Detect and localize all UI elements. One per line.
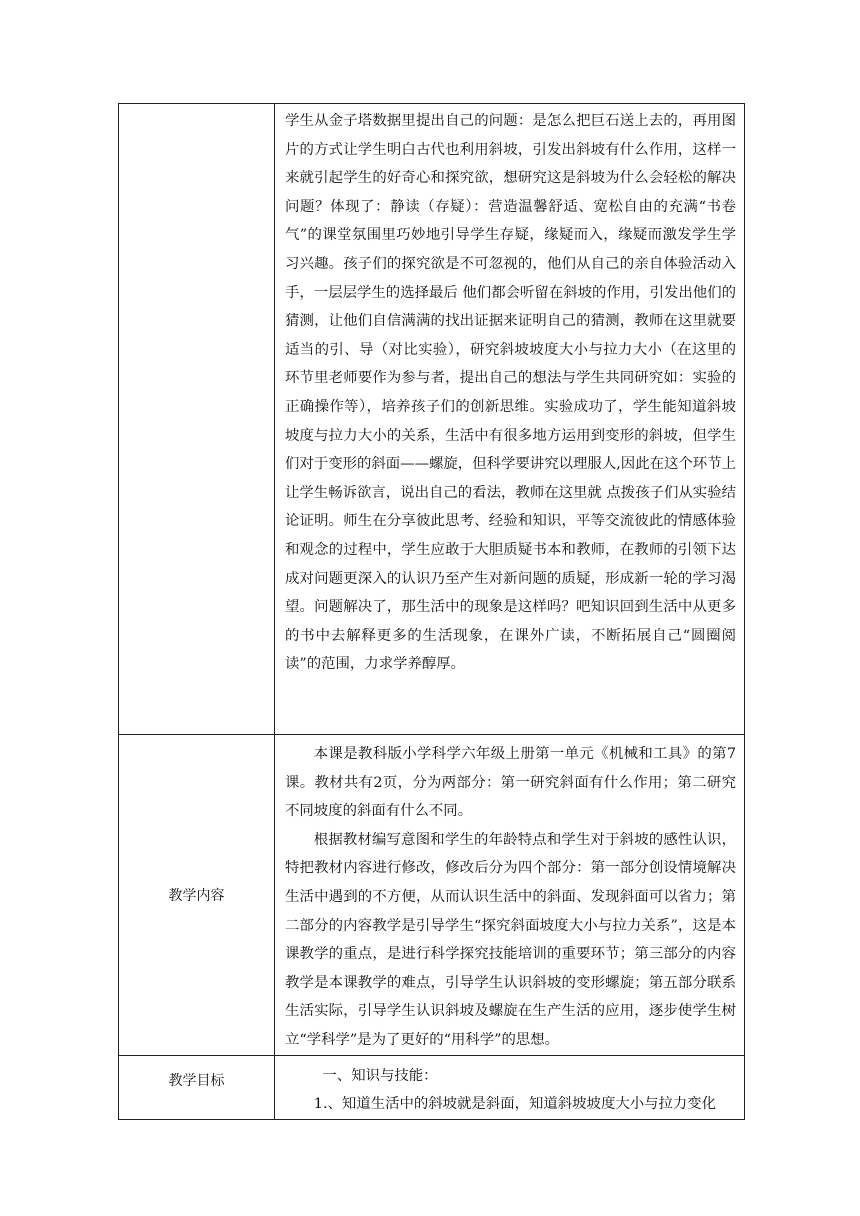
design-rationale-cell: [275, 104, 745, 735]
paragraph: 本课是教科版小学科学六年级上册第一单元《机械和工具》的第7课。教材共有2页，分为两部分：第一研究斜面有什么作用；第二研究不同坡度的斜面有什么不同。: [285, 746, 736, 820]
teaching-goals-cell: [275, 1055, 745, 1119]
paragraph: 学生从金子塔数据里提出自己的问题：是怎么把巨石送上去的，再用图片的方式让学生明白古代也利用斜坡，引发出斜坡有什么作用，这样一来就引起学生的好奇心和探究欲，想研究这是斜坡为什么会轻松的解决问题？体现了：静读（存疑）：营造温馨舒适、宽松自由的充满“书卷气”的课堂氛围里巧妙地引导学生存疑，缘疑而入，缘疑而激发学生学习兴趣。孩子们的探究欲是不可忽视的，他们从自己的亲自体验活动入手，一层层学生的选择最后 他们都会听留在斜坡的作用，引发出他们的猜测，让他们自信满满的找出证据来证明自己的猜测，教师在这里就要适当的引、导（对比实验），研究斜坡坡度大小与拉力大小（在这里的环节里老师要作为参与者，提出自己的想法与学生共同研究如：实验的正确操作等），培养孩子们的创新思维。实验成功了，学生能知道斜坡坡度与拉力大小的关系，生活中有很多地方运用到变形的斜坡，但学生们对于变形的斜面——螺旋，但科学要讲究以理服人,因此在这个环节上让学生畅诉欲言，说出自己的看法，教师在这里就 点拨孩子们从实验结论证明。师生在分享彼此思考、经验和知识，平等交流彼此的情感体验和观念的过程中，学生应敢于大胆质疑书本和教师，在教师的引领下达成对问题更深入的认识乃至产生对新问题的质疑，形成新一轮的学习渴望。问题解决了，那生活中的现象是这样吗？吧知识回到生活中从更多的书中去解释更多的生活现象，在课外广读，不断拓展自己“圆圈阅读”的范围，力求学养醇厚。: [285, 113, 736, 673]
paragraph: 1.、知道生活中的斜坡就是斜面，知道斜坡坡度大小与拉力变化: [313, 1096, 717, 1113]
paragraph: 根据教材编写意图和学生的年龄特点和学生对于斜坡的感性认识，特把教材内容进行修改，修改后分为四个部分：第一部分创设情境解决生活中遇到的不方便，从而认识生活中的斜面、发现斜面可以省力；第二部分的内容教学是引导学生“探究斜面坡度大小与拉力关系”，这是本课教学的重点，是进行科学探究技能培训的重要环节；第三部分的内容教学是本课教学的难点，引导学生认识斜坡的变形螺旋；第五部分联系生活实际，引导学生认识斜坡及螺旋在生产生活的应用，逐步使学生树立“学科学”是为了更好的“用科学”的思想。: [285, 831, 736, 1048]
teaching-content-cell: [275, 735, 745, 1056]
table-row: [119, 1055, 745, 1119]
row-label-teaching-content: 教学内容: [119, 735, 275, 1056]
table-row: [119, 104, 745, 735]
section-heading: 一、知识与技能：: [322, 1067, 438, 1084]
row-label-empty: [119, 104, 275, 735]
lesson-plan-table: [118, 103, 745, 1120]
row-label-teaching-goals: 教学目标: [119, 1055, 275, 1119]
table-row: [119, 735, 745, 1056]
